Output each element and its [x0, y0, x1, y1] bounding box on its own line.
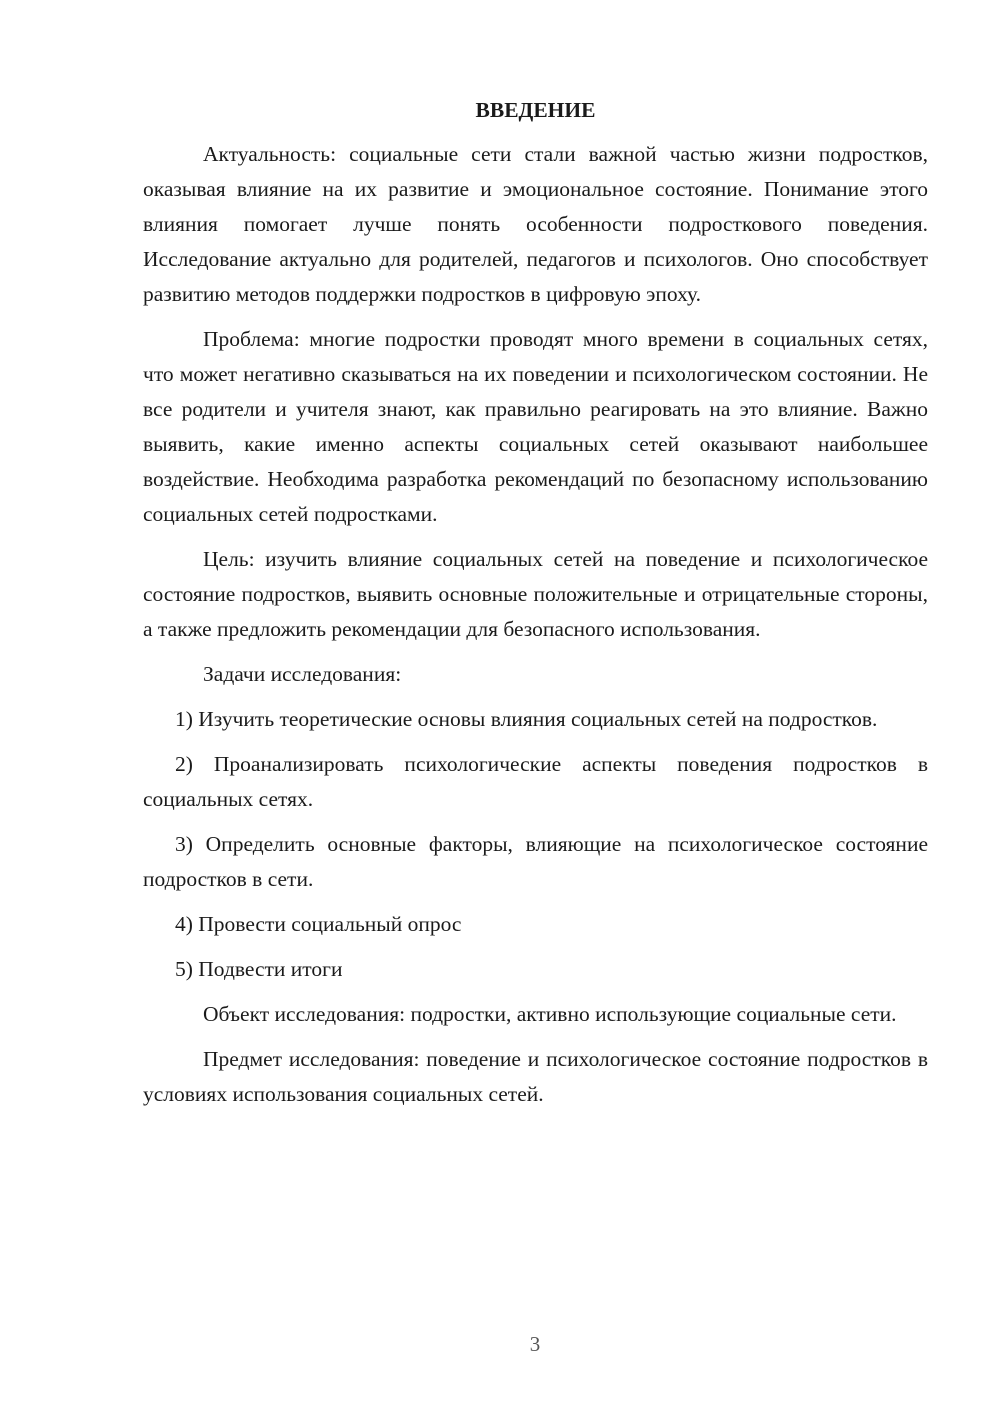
goal-paragraph: Цель: изучить влияние социальных сетей на поведение и психологическое состояние подростков, выявить основные положительные и отрицательные стороны, а также предложить рекомендации для безопасного использования. [143, 547, 928, 641]
document-page [143, 95, 928, 1122]
task-item-4: 4) Провести социальный опрос [175, 912, 462, 936]
task-item-1: 1) Изучить теоретические основы влияния социальных сетей на подростков. [175, 707, 878, 731]
subject-paragraph: Предмет исследования: поведение и психологическое состояние подростков в условиях использования социальных сетей. [143, 1047, 928, 1106]
task-item-5: 5) Подвести итоги [175, 957, 343, 981]
tasks-heading: Задачи исследования: [203, 662, 402, 686]
section-title: ВВЕДЕНИЕ [475, 98, 596, 122]
relevance-paragraph: Актуальность: социальные сети стали важной частью жизни подростков, оказывая влияние на их развитие и эмоциональное состояние. Понимание этого влияния помогает лучше понять особенности подросткового поведения. Исследование актуально для родителей, педагогов и психологов. Оно способствует развитию методов поддержки подростков в цифровую эпоху. [143, 142, 928, 306]
task-item-2: 2) Проанализировать психологические аспекты поведения подростков в социальных сетях. [143, 752, 928, 811]
problem-paragraph: Проблема: многие подростки проводят много времени в социальных сетях, что может негативно сказываться на их поведении и психологическом состоянии. Не все родители и учителя знают, как правильно реагировать на это влияние. Важно выявить, какие именно аспекты социальных сетей оказывают наибольшее воздействие. Необходима разработка рекомендаций по безопасному использованию социальных сетей подростками. [143, 327, 928, 526]
object-paragraph: Объект исследования: подростки, активно использующие социальные сети. [203, 1002, 897, 1026]
page-number: 3 [529, 1332, 541, 1356]
task-item-3: 3) Определить основные факторы, влияющие на психологическое состояние подростков в сети. [143, 832, 928, 891]
